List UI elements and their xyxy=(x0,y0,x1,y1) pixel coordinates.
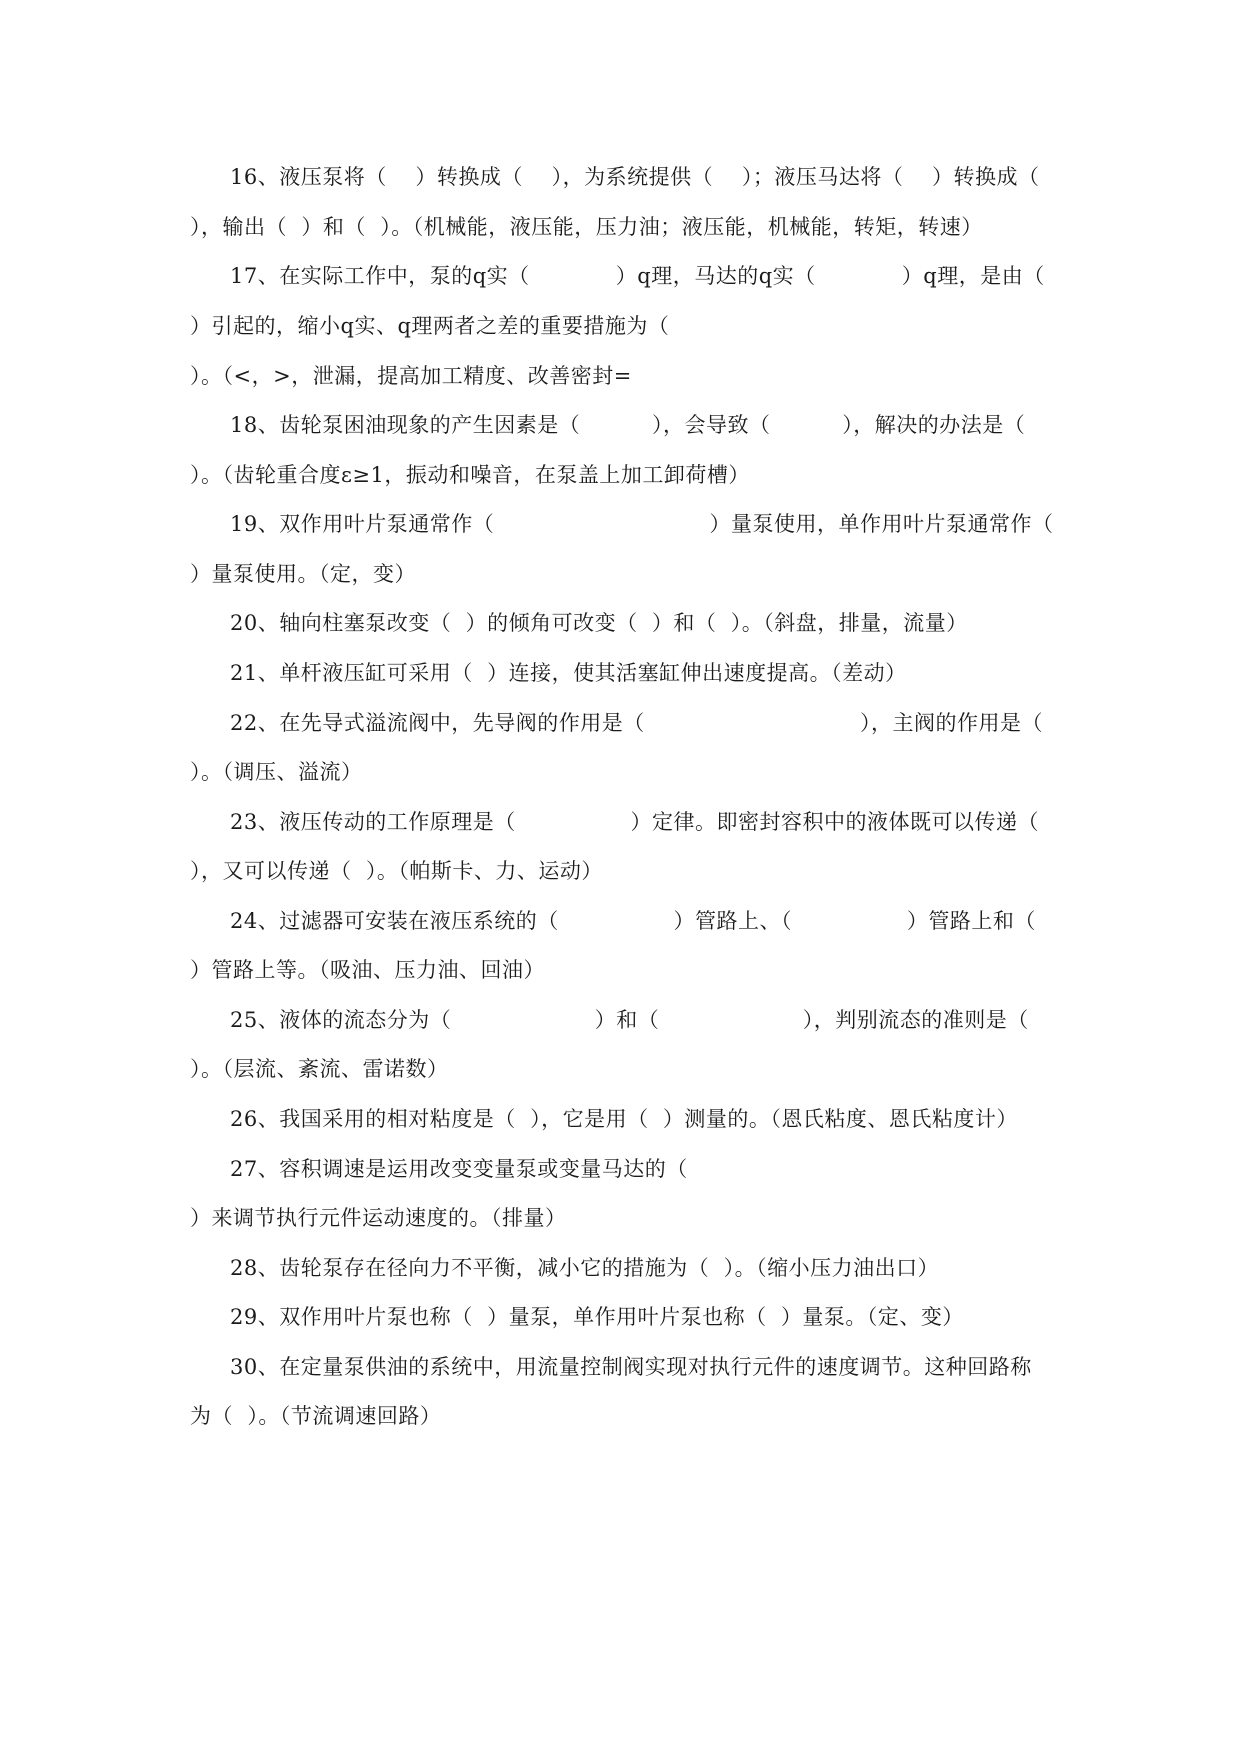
text-line: ），又可以传递（ ）。（帕斯卡、力、运动） xyxy=(190,859,603,883)
text-line: ）。（调压、溢流） xyxy=(190,760,363,784)
text-line: ）。（<，>，泄漏，提高加工精度、改善密封= xyxy=(190,364,632,388)
text-line: ）。（齿轮重合度ε≥1，振动和噪音，在泵盖上加工卸荷槽） xyxy=(190,463,750,487)
text-line: ）来调节执行元件运动速度的。（排量） xyxy=(190,1206,567,1230)
text-line: 22、在先导式溢流阀中，先导阀的作用是（ ），主阀的作用是（ xyxy=(230,711,1043,735)
text-line: 16、液压泵将（ ）转换成（ ），为系统提供（ ）；液压马达将（ ）转换成（ xyxy=(230,165,1040,189)
text-line: ）。（层流、紊流、雷诺数） xyxy=(190,1057,449,1081)
text-line: 为（ ）。（节流调速回路） xyxy=(190,1404,442,1428)
text-line: 30、在定量泵供油的系统中，用流量控制阀实现对执行元件的速度调节。这种回路称 xyxy=(230,1355,1032,1379)
text-line: 29、双作用叶片泵也称（ ）量泵，单作用叶片泵也称（ ）量泵。（定、变） xyxy=(230,1305,964,1329)
text-line: ）引起的，缩小q实、q理两者之差的重要措施为（ xyxy=(190,314,670,338)
text-line: 24、过滤器可安装在液压系统的（ ）管路上、（ ）管路上和（ xyxy=(230,909,1036,933)
text-line: ）量泵使用。（定，变） xyxy=(190,562,416,586)
text-line: 23、液压传动的工作原理是（ ）定律。即密封容积中的液体既可以传递（ xyxy=(230,810,1040,834)
text-line: 27、容积调速是运用改变变量泵或变量马达的（ xyxy=(230,1157,688,1181)
text-line: 18、齿轮泵困油现象的产生因素是（ ），会导致（ ），解决的办法是（ xyxy=(230,413,1026,437)
text-line: 20、轴向柱塞泵改变（ ）的倾角可改变（ ）和（ ）。（斜盘，排量，流量） xyxy=(230,611,968,635)
text-line: 25、液体的流态分为（ ）和（ ），判别流态的准则是（ xyxy=(230,1008,1029,1032)
text-line: 28、齿轮泵存在径向力不平衡，减小它的措施为（ ）。（缩小压力油出口） xyxy=(230,1256,940,1280)
text-line: ），输出（ ）和（ ）。（机械能，液压能，压力油；液压能，机械能，转矩，转速） xyxy=(190,215,983,239)
text-line: 21、单杆液压缸可采用（ ）连接，使其活塞缸伸出速度提高。（差动） xyxy=(230,661,907,685)
text-line: 26、我国采用的相对粘度是（ ），它是用（ ）测量的。（恩氏粘度、恩氏粘度计） xyxy=(230,1107,1018,1131)
text-line: ）管路上等。（吸油、压力油、回油） xyxy=(190,958,545,982)
text-line: 19、双作用叶片泵通常作（ ）量泵使用，单作用叶片泵通常作（ xyxy=(230,512,1054,536)
text-line: 17、在实际工作中，泵的q实（ ）q理，马达的q实（ ）q理，是由（ xyxy=(230,264,1045,288)
